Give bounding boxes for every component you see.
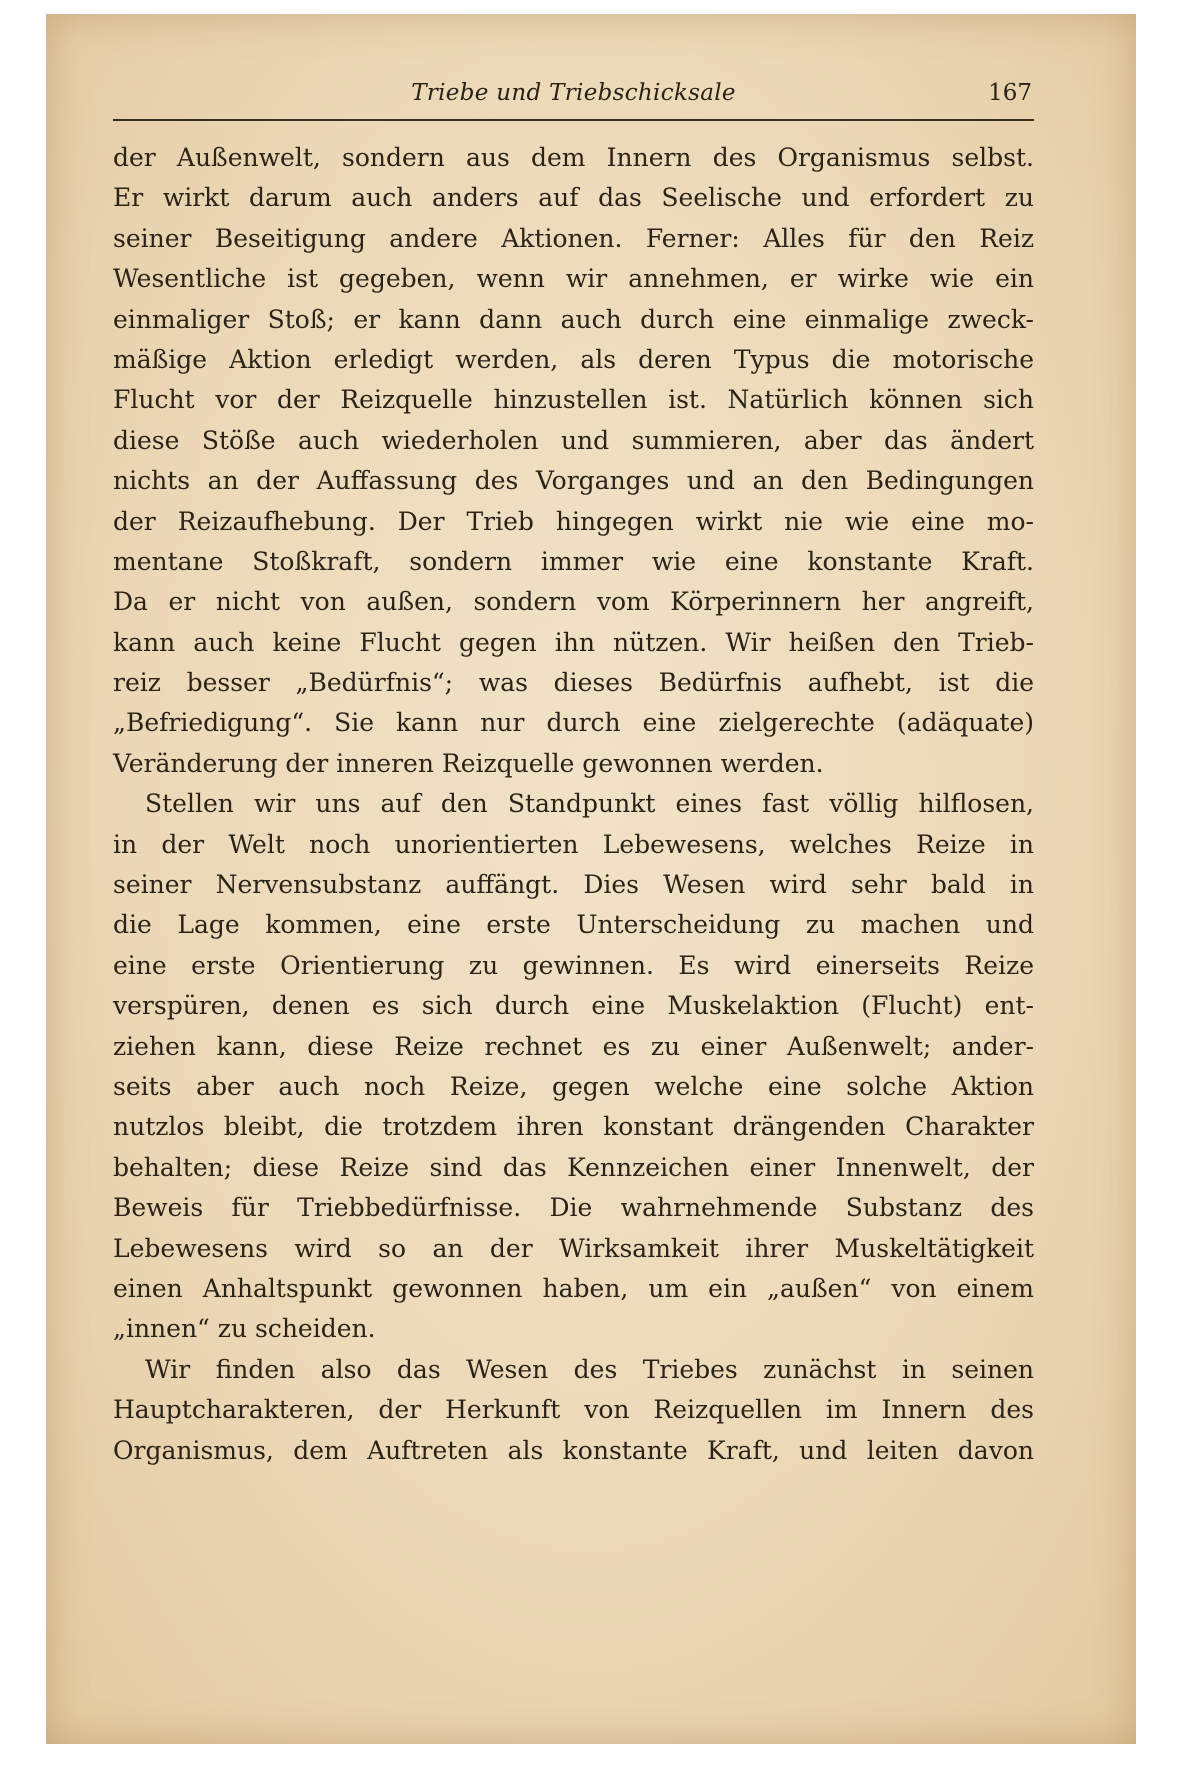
text-line: seits aber auch noch Reize, gegen welche eine solche Aktion [113, 1071, 1034, 1101]
text-line: kann auch keine Flucht gegen ihn nützen. Wir heißen den Trieb- [113, 627, 1034, 657]
text-line: der Reizaufhebung. Der Trieb hingegen wirkt nie wie eine mo- [113, 506, 1034, 536]
text-line: die Lage kommen, eine erste Unterscheidung zu machen und [113, 910, 1034, 940]
text-line: Da er nicht von außen, sondern vom Körperinnern her angreift, [113, 587, 1034, 617]
text-line: eine erste Orientierung zu gewinnen. Es wird einerseits Reize [113, 950, 1034, 980]
text-line: Wir finden also das Wesen des Triebes zunächst in seinen [145, 1354, 1034, 1384]
page-number: 167 [988, 80, 1032, 106]
text-line: ziehen kann, diese Reize rechnet es zu einer Außenwelt; ander- [113, 1031, 1034, 1061]
text-line: Veränderung der inneren Reizquelle gewonnen werden. [113, 748, 824, 778]
text-line: nichts an der Auffassung des Vorganges und an den Bedingungen [113, 466, 1034, 496]
text-line: Organismus, dem Auftreten als konstante Kraft, und leiten davon [113, 1435, 1034, 1465]
text-line: Stellen wir uns auf den Standpunkt eines fast völlig hilflosen, [145, 789, 1034, 819]
page-header [113, 76, 1034, 116]
header-rule [113, 119, 1034, 121]
text-line: der Außenwelt, sondern aus dem Innern des Organismus selbst. [113, 143, 1034, 172]
text-line: seiner Nervensubstanz auffängt. Dies Wesen wird sehr bald in [113, 870, 1034, 900]
text-line: verspüren, denen es sich durch eine Muskelaktion (Flucht) ent- [113, 991, 1034, 1021]
text-line: reiz besser „Bedürfnis“; was dieses Bedürfnis aufhebt, ist die [113, 668, 1034, 698]
text-line: Flucht vor der Reizquelle hinzustellen ist. Natürlich können sich [113, 385, 1034, 415]
text-line: einmaliger Stoß; er kann dann auch durch eine einmalige zweck- [113, 304, 1034, 334]
text-line: Beweis für Triebbedürfnisse. Die wahrnehmende Substanz des [113, 1193, 1034, 1223]
text-line: nutzlos bleibt, die trotzdem ihren konstant drängenden Charakter [113, 1112, 1034, 1142]
text-line: Hauptcharakteren, der Herkunft von Reizquellen im Innern des [113, 1395, 1034, 1425]
text-line: „Befriedigung“. Sie kann nur durch eine zielgerechte (adäquate) [113, 708, 1034, 738]
text-line: mentane Stoßkraft, sondern immer wie eine konstante Kraft. [113, 546, 1034, 576]
text-line: behalten; diese Reize sind das Kennzeichen einer Innenwelt, der [113, 1152, 1034, 1182]
text-line: Er wirkt darum auch anders auf das Seelische und erfordert zu [113, 183, 1034, 213]
running-title: Triebe und Triebschicksale [411, 80, 736, 106]
text-line: mäßige Aktion erledigt werden, als deren Typus die motorische [113, 344, 1034, 374]
body-text [113, 138, 1034, 1471]
text-line: einen Anhaltspunkt gewonnen haben, um ein „außen“ von einem [113, 1273, 1034, 1303]
text-line: seiner Beseitigung andere Aktionen. Ferner: Alles für den Reiz [113, 223, 1034, 253]
text-line: Lebewesens wird so an der Wirksamkeit ihrer Muskeltätigkeit [113, 1233, 1034, 1263]
text-line: in der Welt noch unorientierten Lebewesens, welches Reize in [113, 829, 1034, 859]
text-line: Wesentliche ist gegeben, wenn wir annehmen, er wirke wie ein [113, 264, 1034, 294]
text-line: diese Stöße auch wiederholen und summieren, aber das ändert [113, 425, 1034, 455]
text-line: „innen“ zu scheiden. [113, 1314, 376, 1344]
